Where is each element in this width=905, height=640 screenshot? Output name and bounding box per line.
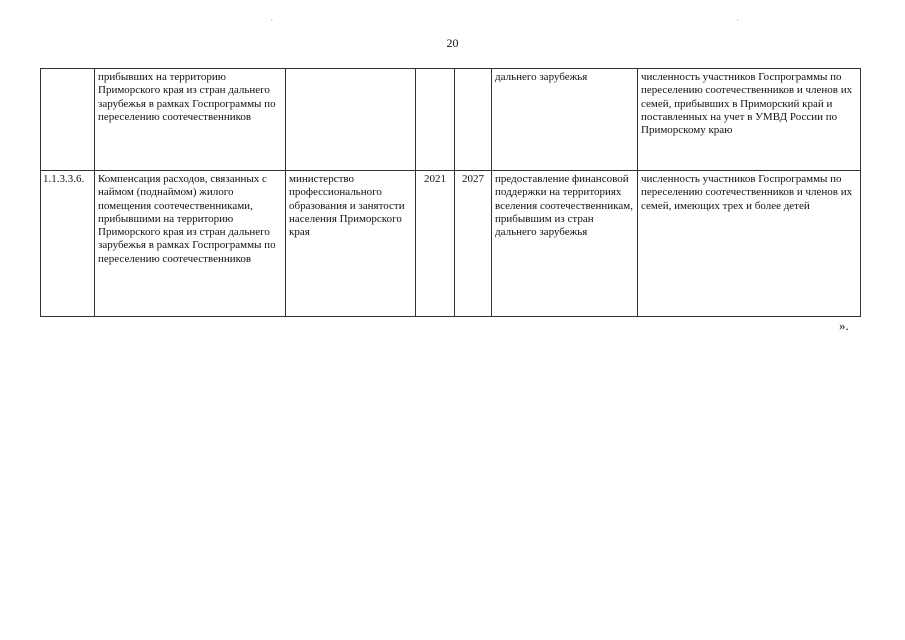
cell-year-end: 2027 <box>455 171 492 317</box>
cell-number <box>41 69 95 171</box>
page-number: 20 <box>446 36 459 50</box>
cell-year-end <box>455 69 492 171</box>
table-row <box>41 171 861 317</box>
closing-quote: ». <box>839 318 849 333</box>
cell-executor <box>286 69 416 171</box>
cell-indicator: численность участников Госпрограммы по переселению соотечественников и членов их семей, прибывших в Приморский край и поставленных на учет в УМВД России по Приморскому краю <box>638 69 861 171</box>
table-row <box>41 69 861 171</box>
cell-measure-name: Компенсация расходов, связанных с наймом (поднаймом) жилого помещения соотечественниками, прибывшими на территорию Приморского края из стран дальнего зарубежья в рамках Госпрограммы по переселению соотечественников <box>95 171 286 317</box>
cell-expected-result: дальнего зарубежья <box>492 69 638 171</box>
cell-executor: министерство профессионального образования и занятости населения Приморского края <box>286 171 416 317</box>
measures-table <box>40 68 861 317</box>
cell-number: 1.1.3.3.6. <box>41 171 95 317</box>
cell-year-start: 2021 <box>416 171 455 317</box>
scan-mark: , <box>737 14 739 22</box>
scan-mark: , <box>271 14 273 22</box>
cell-measure-name: прибывших на территорию Приморского края из стран дальнего зарубежья в рамках Госпрограммы по переселению соотечественников <box>95 69 286 171</box>
cell-indicator: численность участников Госпрограммы по переселению соотечественников и членов их семей, имеющих трех и более детей <box>638 171 861 317</box>
cell-expected-result: предоставление финансовой поддержки на территориях вселения соотечественникам, прибывшим из стран дальнего зарубежья <box>492 171 638 317</box>
cell-year-start <box>416 69 455 171</box>
